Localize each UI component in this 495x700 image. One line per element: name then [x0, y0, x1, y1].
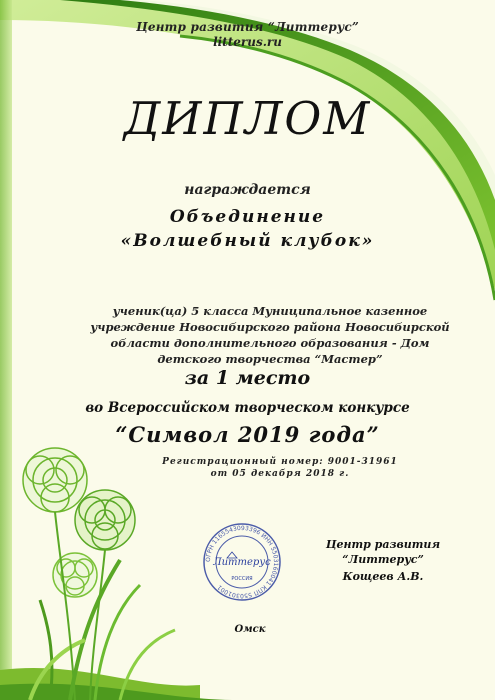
recipient-line-1: Объединение	[169, 207, 326, 227]
pupil-info: ученик(ца) 5 класса Муниципальное казенное учреждение Новосибирского района Новосибирской области дополнительного образования - Дом детского творчества “Мастер”	[90, 304, 450, 366]
awarded-label: награждается	[184, 182, 311, 198]
city-name: Омск	[234, 624, 266, 635]
stamp-outer-text: ОГРН 1165543093396 ИНН 5503160041 КПП 550301001	[204, 524, 280, 600]
signature-org	[298, 537, 468, 567]
recipient-line-2: «Волшебный клубок»	[120, 231, 375, 251]
official-stamp	[202, 522, 282, 602]
website-link[interactable]: litterus.ru	[213, 35, 282, 49]
recipient	[0, 205, 495, 253]
organization-name: Центр развития “Литтерус”	[136, 20, 359, 34]
flower-1	[23, 448, 87, 512]
registration-date: от 05 декабря 2018 г.	[210, 469, 350, 479]
flower-2	[75, 490, 135, 550]
place-text: за 1 место	[184, 367, 311, 389]
diploma-title: ДИПЛОМ	[123, 92, 372, 145]
contest-name: “Символ 2019 года”	[115, 422, 380, 447]
signature-person: Кощеев А.В.	[342, 570, 424, 583]
contest-text: во Всероссийском творческом конкурсе	[85, 400, 410, 416]
registration-number: Регистрационный номер: 9001-31961	[162, 457, 398, 467]
registration-info	[80, 456, 480, 480]
stamp-country: РОССИЯ	[231, 576, 253, 582]
signature-org-line-1: Центр развития	[325, 538, 441, 551]
flower-3	[53, 553, 97, 597]
signature-org-line-2: “Литтерус”	[342, 553, 424, 566]
stamp-center-text: Литтерус	[213, 557, 271, 568]
